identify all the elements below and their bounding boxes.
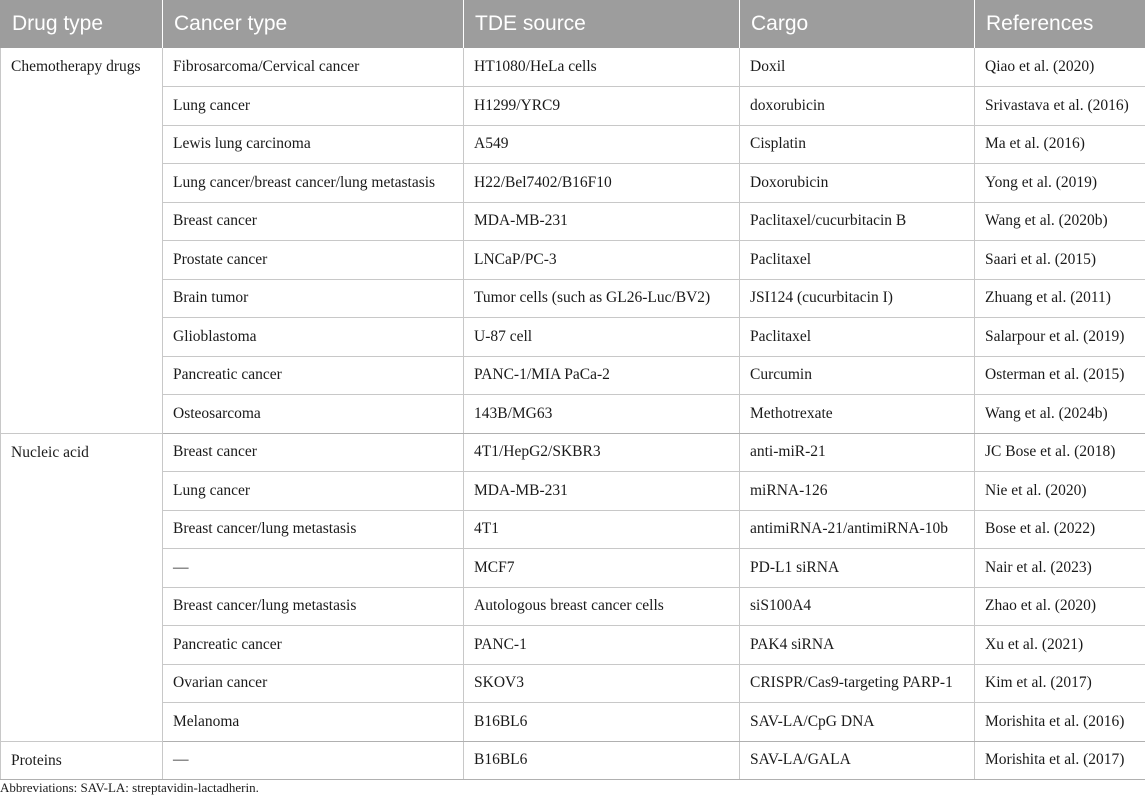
tde-source-cell: H22/Bel7402/B16F10 [464, 164, 740, 203]
cancer-type-cell: Glioblastoma [163, 318, 464, 357]
cancer-type-cell: Lung cancer/breast cancer/lung metastasis [163, 164, 464, 203]
cargo-cell: PD-L1 siRNA [740, 549, 975, 588]
table-row [1, 202, 1145, 241]
reference-cell: Osterman et al. (2015) [975, 356, 1145, 395]
reference-cell: Wang et al. (2020b) [975, 202, 1145, 241]
header-tde-source: TDE source [464, 0, 740, 48]
cancer-type-cell: Prostate cancer [163, 241, 464, 280]
cancer-type-cell: — [163, 741, 464, 780]
cargo-cell: Cisplatin [740, 125, 975, 164]
tde-source-cell: SKOV3 [464, 664, 740, 703]
table-row [1, 587, 1145, 626]
tde-source-cell: PANC-1/MIA PaCa-2 [464, 356, 740, 395]
cancer-type-cell: Pancreatic cancer [163, 356, 464, 395]
table-row [1, 626, 1145, 665]
cancer-type-cell: Lung cancer [163, 472, 464, 511]
cargo-cell: SAV-LA/CpG DNA [740, 703, 975, 742]
table-row [1, 549, 1145, 588]
cancer-type-cell: Brain tumor [163, 279, 464, 318]
header-cancer-type: Cancer type [163, 0, 464, 48]
cargo-cell: Paclitaxel [740, 241, 975, 280]
tde-source-cell: Tumor cells (such as GL26-Luc/BV2) [464, 279, 740, 318]
reference-cell: Zhuang et al. (2011) [975, 279, 1145, 318]
reference-cell: Nair et al. (2023) [975, 549, 1145, 588]
table-row [1, 318, 1145, 357]
tde-source-cell: A549 [464, 125, 740, 164]
table-row [1, 510, 1145, 549]
cancer-type-cell: Ovarian cancer [163, 664, 464, 703]
footnote: Abbreviations: SAV-LA: streptavidin-lactadherin. [0, 780, 259, 795]
cargo-cell: Paclitaxel [740, 318, 975, 357]
cargo-cell: CRISPR/Cas9-targeting PARP-1 [740, 664, 975, 703]
drug-type-cell: Nucleic acid [1, 433, 163, 741]
table-row [1, 356, 1145, 395]
tde-source-cell: U-87 cell [464, 318, 740, 357]
tde-source-cell: MCF7 [464, 549, 740, 588]
table-row [1, 664, 1145, 703]
cargo-cell: Doxil [740, 48, 975, 87]
cancer-type-cell: Breast cancer [163, 433, 464, 472]
cancer-type-cell: Breast cancer/lung metastasis [163, 587, 464, 626]
table-row [1, 241, 1145, 280]
header-cargo: Cargo [740, 0, 975, 48]
reference-cell: Nie et al. (2020) [975, 472, 1145, 511]
reference-cell: Saari et al. (2015) [975, 241, 1145, 280]
reference-cell: Morishita et al. (2016) [975, 703, 1145, 742]
table-row [1, 125, 1145, 164]
table-row [1, 472, 1145, 511]
cancer-type-cell: Lung cancer [163, 87, 464, 126]
reference-cell: Srivastava et al. (2016) [975, 87, 1145, 126]
table-row [1, 703, 1145, 742]
table-row [1, 279, 1145, 318]
reference-cell: Xu et al. (2021) [975, 626, 1145, 665]
tde-source-cell: MDA-MB-231 [464, 202, 740, 241]
table-row [1, 164, 1145, 203]
cargo-cell: Doxorubicin [740, 164, 975, 203]
table-row [1, 741, 1145, 780]
cancer-type-cell: Fibrosarcoma/Cervical cancer [163, 48, 464, 87]
tde-source-cell: 143B/MG63 [464, 395, 740, 434]
tde-source-cell: B16BL6 [464, 741, 740, 780]
cargo-cell: SAV-LA/GALA [740, 741, 975, 780]
reference-cell: Morishita et al. (2017) [975, 741, 1145, 780]
reference-cell: Yong et al. (2019) [975, 164, 1145, 203]
tde-source-cell: LNCaP/PC-3 [464, 241, 740, 280]
header-drug-type: Drug type [1, 0, 163, 48]
cancer-type-cell: Pancreatic cancer [163, 626, 464, 665]
cargo-cell: doxorubicin [740, 87, 975, 126]
reference-cell: Bose et al. (2022) [975, 510, 1145, 549]
header-references: References [975, 0, 1145, 48]
tde-source-cell: H1299/YRC9 [464, 87, 740, 126]
cancer-type-cell: Breast cancer/lung metastasis [163, 510, 464, 549]
cancer-type-cell: Melanoma [163, 703, 464, 742]
cancer-type-cell: Lewis lung carcinoma [163, 125, 464, 164]
cancer-type-cell: — [163, 549, 464, 588]
cargo-cell: Curcumin [740, 356, 975, 395]
cargo-cell: Paclitaxel/cucurbitacin B [740, 202, 975, 241]
table-body [1, 48, 1145, 780]
reference-cell: Salarpour et al. (2019) [975, 318, 1145, 357]
reference-cell: Wang et al. (2024b) [975, 395, 1145, 434]
tde-source-cell: PANC-1 [464, 626, 740, 665]
tde-source-cell: MDA-MB-231 [464, 472, 740, 511]
cargo-cell: PAK4 siRNA [740, 626, 975, 665]
cancer-type-cell: Osteosarcoma [163, 395, 464, 434]
tde-source-cell: 4T1 [464, 510, 740, 549]
tde-source-cell: B16BL6 [464, 703, 740, 742]
reference-cell: Kim et al. (2017) [975, 664, 1145, 703]
table-row [1, 87, 1145, 126]
table-row [1, 433, 1145, 472]
cargo-cell: siS100A4 [740, 587, 975, 626]
reference-cell: Zhao et al. (2020) [975, 587, 1145, 626]
tde-source-cell: HT1080/HeLa cells [464, 48, 740, 87]
table-header [1, 0, 1145, 48]
cargo-cell: Methotrexate [740, 395, 975, 434]
reference-cell: Ma et al. (2016) [975, 125, 1145, 164]
cargo-cell: JSI124 (cucurbitacin I) [740, 279, 975, 318]
drug-type-cell: Proteins [1, 741, 163, 780]
cargo-cell: anti-miR-21 [740, 433, 975, 472]
table-row [1, 48, 1145, 87]
table-row [1, 395, 1145, 434]
reference-cell: Qiao et al. (2020) [975, 48, 1145, 87]
tde-source-cell: 4T1/HepG2/SKBR3 [464, 433, 740, 472]
drug-type-cell: Chemotherapy drugs [1, 48, 163, 433]
cancer-type-cell: Breast cancer [163, 202, 464, 241]
cargo-cell: antimiRNA-21/antimiRNA-10b [740, 510, 975, 549]
cargo-cell: miRNA-126 [740, 472, 975, 511]
tde-source-cell: Autologous breast cancer cells [464, 587, 740, 626]
reference-cell: JC Bose et al. (2018) [975, 433, 1145, 472]
